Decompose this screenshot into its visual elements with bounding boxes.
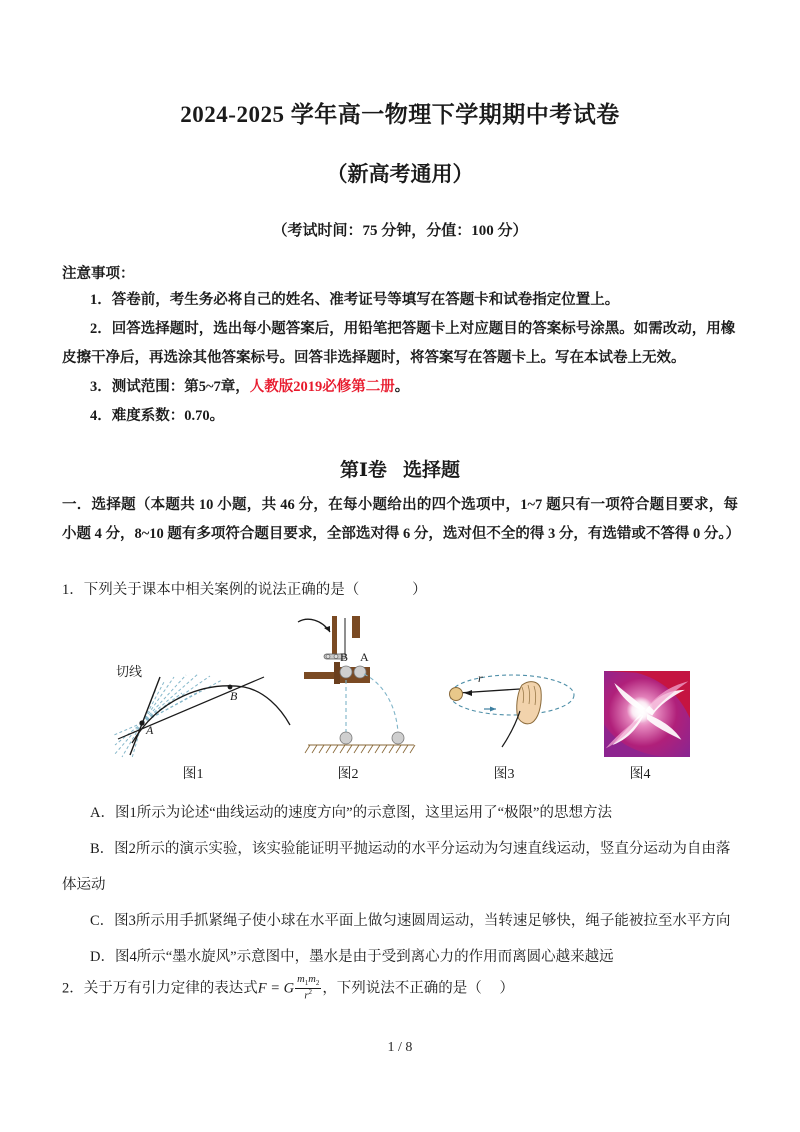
tangent-line-icon xyxy=(130,677,160,755)
question-2-text-before: 关于万有引力定律的表达式 xyxy=(83,980,258,997)
notice-item-3-prefix: 3．测试范围：第5~7章， xyxy=(90,379,250,395)
question-1-options xyxy=(62,795,752,975)
point-a-marker xyxy=(139,720,144,725)
formula-denominator: $r^2$ xyxy=(295,988,321,1002)
figure-4-caption: 图4 xyxy=(629,767,651,782)
ball-icon xyxy=(450,688,463,701)
option-b-continuation: 体运动 xyxy=(62,877,106,893)
figure-1-label-a: A xyxy=(146,723,154,737)
ground-hatch-icon xyxy=(305,745,415,753)
figure-2-caption: 图2 xyxy=(337,767,359,782)
notice-item-3-highlight: 人教版2019必修第二册 xyxy=(249,379,395,395)
option-b: B．图2所示的演示实验，该实验能证明平抛运动的水平分运动为匀速直线运动，竖直分运动为自由落 xyxy=(90,841,731,857)
ball-a-landed xyxy=(392,732,404,744)
part-description: 一．选择题（本题共 10 小题，共 46 分，在每小题给出的四个选项中，1~7 题只有一项符合题目要求，每小题 4 分，8~10 题有多项符合题目要求，全部选对得 6 分，选对但不全的得 3 分，有选错或不答得 0 分。） xyxy=(62,497,741,542)
question-2-formula-fraction xyxy=(295,974,321,1002)
page-title: 2024-2025 学年高一物理下学期期中考试卷 xyxy=(180,102,620,127)
exam-info-line: （考试时间：75 分钟，分值：100 分） xyxy=(272,223,528,239)
notice-item-2: 2．回答选择题时，选出每小题答案后，用铅笔把答题卡上对应题目的答案标号涂黑。如需改动，用橡皮擦干净后，再选涂其他答案标号。回答非选择题时，将答案写在答题卡上。写在本试卷上无效。 xyxy=(62,321,736,366)
notice-item-3 xyxy=(62,373,738,402)
volume-label: 第Ⅰ卷 xyxy=(340,460,387,481)
notice-item-4: 4．难度系数：0.70。 xyxy=(90,408,225,424)
question-1-text: 下列关于课本中相关案例的说法正确的是（ xyxy=(83,582,360,598)
page-subtitle: （新高考通用） xyxy=(326,162,474,186)
ball-b-launch xyxy=(340,666,352,678)
option-a: A．图1所示为论述“曲线运动的速度方向”的示意图，这里运用了“极限”的思想方法 xyxy=(90,805,612,821)
question-1-paren-close: ） xyxy=(412,582,427,598)
figure-2 xyxy=(290,610,420,760)
figure-2-label-b: B xyxy=(340,650,349,664)
ball-b-landed xyxy=(340,732,352,744)
figure-1-caption: 图1 xyxy=(182,767,204,782)
figure-2-label-a: A xyxy=(360,650,369,664)
notice-item-1: 1．答卷前，考生务必将自己的姓名、准考证号等填写在答题卡和试卷指定位置上。 xyxy=(90,292,620,308)
question-2-stem xyxy=(62,975,514,1003)
circular-path-icon xyxy=(450,675,574,715)
question-2-formula-lhs: F = G xyxy=(257,980,295,997)
question-1-figure-strip xyxy=(0,605,800,795)
option-c: C．图3所示用手抓紧绳子使小球在水平面上做匀速圆周运动，当转速足够快，绳子能被拉至水平方向 xyxy=(90,913,731,929)
figure-1-label-b: B xyxy=(230,689,238,703)
secant-family-icon xyxy=(114,674,222,758)
upright-block-icon xyxy=(352,616,360,638)
projectile-demo-apparatus xyxy=(290,610,420,760)
question-1-stem xyxy=(62,578,427,602)
question-1-number: 1． xyxy=(62,582,84,598)
question-2-number: 2． xyxy=(62,980,84,997)
option-d: D．图4所示“墨水旋风”示意图中，墨水是由于受到离心力的作用而离圆心越来越远 xyxy=(90,949,614,965)
ink-whirlwind-image xyxy=(604,671,690,757)
section-header xyxy=(0,455,800,482)
notice-heading: 注意事项： xyxy=(62,266,135,282)
figure-4 xyxy=(604,671,690,757)
figure-3 xyxy=(438,665,588,760)
secant-line-icon xyxy=(118,677,264,739)
question-2-paren-close: ） xyxy=(499,980,514,997)
ball-a-launch xyxy=(354,666,366,678)
figure-1-tangent-label: 切线 xyxy=(116,664,143,679)
page-footer: 1 / 8 xyxy=(387,1040,413,1055)
curved-arrow-icon xyxy=(298,619,330,632)
hand-swinging-ball-diagram xyxy=(438,665,588,760)
formula-numerator: $m_1m_2$ xyxy=(297,974,320,988)
radius-arrow-head-icon xyxy=(464,690,472,696)
curved-path-icon xyxy=(132,686,290,743)
question-2-text-after: ，下列说法不正确的是（ xyxy=(322,980,482,997)
hammer-arm-icon xyxy=(332,616,337,656)
figure-3-radius-label: r xyxy=(478,671,483,685)
notice-item-3-suffix: 。 xyxy=(394,379,410,395)
volume-type: 选择题 xyxy=(402,460,460,481)
notice-list xyxy=(62,286,738,431)
base-arm-icon xyxy=(304,672,338,679)
figure-1 xyxy=(112,655,292,760)
figure-3-caption: 图3 xyxy=(493,767,515,782)
